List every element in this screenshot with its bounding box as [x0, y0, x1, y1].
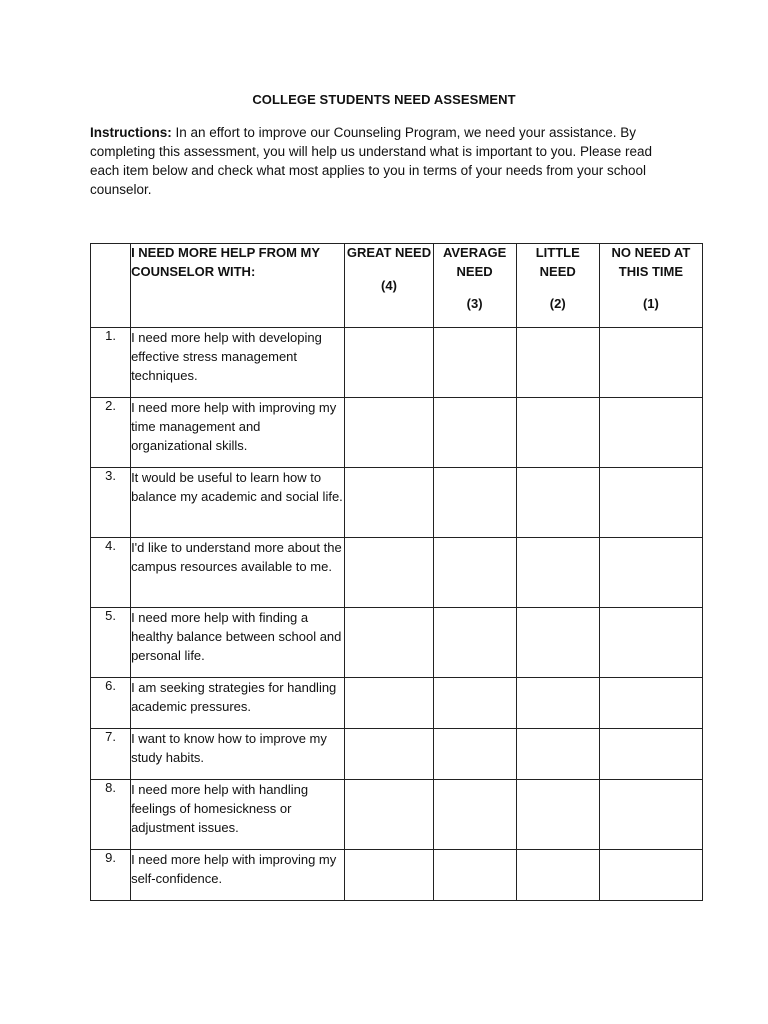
table-row — [91, 538, 703, 608]
great-need-cell[interactable] — [345, 398, 433, 468]
item-column-header: I NEED MORE HELP FROM MY COUNSELOR WITH: — [131, 244, 345, 328]
needs-assessment-table — [90, 243, 703, 901]
item-text: I'd like to understand more about the campus resources available to me. — [131, 538, 345, 608]
item-number: 1. — [91, 328, 131, 398]
great-need-cell[interactable] — [345, 729, 433, 780]
table-row — [91, 678, 703, 729]
average-need-cell[interactable] — [433, 468, 516, 538]
no-need-cell[interactable] — [599, 729, 702, 780]
table-header-row — [91, 244, 703, 328]
item-number: 2. — [91, 398, 131, 468]
great-need-cell[interactable] — [345, 328, 433, 398]
item-number: 9. — [91, 850, 131, 901]
item-number: 6. — [91, 678, 131, 729]
rating-header-no-need — [599, 244, 702, 328]
table-row — [91, 398, 703, 468]
great-need-cell[interactable] — [345, 608, 433, 678]
page-title: COLLEGE STUDENTS NEED ASSESMENT — [252, 92, 516, 107]
great-need-cell[interactable] — [345, 678, 433, 729]
item-text: I need more help with improving my time management and organizational skills. — [131, 398, 345, 468]
rating-label: AVERAGE NEED — [442, 245, 507, 279]
item-number: 8. — [91, 780, 131, 850]
great-need-cell[interactable] — [345, 780, 433, 850]
no-need-cell[interactable] — [599, 678, 702, 729]
instructions-paragraph — [90, 123, 680, 199]
little-need-cell[interactable] — [516, 398, 599, 468]
instructions-label: Instructions: — [90, 125, 172, 140]
item-text: It would be useful to learn how to balance my academic and social life. — [131, 468, 345, 538]
no-need-cell[interactable] — [599, 468, 702, 538]
rating-label: LITTLE NEED — [535, 245, 580, 279]
item-number: 4. — [91, 538, 131, 608]
average-need-cell[interactable] — [433, 608, 516, 678]
little-need-cell[interactable] — [516, 678, 599, 729]
little-need-cell[interactable] — [516, 780, 599, 850]
rating-label: NO NEED AT THIS TIME — [611, 245, 691, 279]
average-need-cell[interactable] — [433, 729, 516, 780]
rating-value: (1) — [642, 296, 659, 311]
item-text: I need more help with finding a healthy balance between school and personal life. — [131, 608, 345, 678]
item-number: 5. — [91, 608, 131, 678]
table-row — [91, 729, 703, 780]
no-need-cell[interactable] — [599, 780, 702, 850]
little-need-cell[interactable] — [516, 729, 599, 780]
rating-value: (3) — [466, 296, 483, 311]
average-need-cell[interactable] — [433, 678, 516, 729]
item-number: 3. — [91, 468, 131, 538]
number-column-header — [91, 244, 131, 328]
no-need-cell[interactable] — [599, 398, 702, 468]
no-need-cell[interactable] — [599, 538, 702, 608]
great-need-cell[interactable] — [345, 850, 433, 901]
item-text: I am seeking strategies for handling academic pressures. — [131, 678, 345, 729]
item-number: 7. — [91, 729, 131, 780]
rating-header-average-need — [433, 244, 516, 328]
rating-header-little-need — [516, 244, 599, 328]
item-text: I need more help with improving my self-confidence. — [131, 850, 345, 901]
item-text: I need more help with handling feelings of homesickness or adjustment issues. — [131, 780, 345, 850]
average-need-cell[interactable] — [433, 398, 516, 468]
rating-value: (4) — [381, 277, 397, 293]
great-need-cell[interactable] — [345, 468, 433, 538]
little-need-cell[interactable] — [516, 850, 599, 901]
no-need-cell[interactable] — [599, 850, 702, 901]
little-need-cell[interactable] — [516, 608, 599, 678]
instructions-text: In an effort to improve our Counseling Program, we need your assistance. By completing this assessment, you will help us understand what is important to you. Please read each item below and check what most applies to you in terms of your needs from your school counselor. — [90, 125, 653, 197]
rating-header-great-need — [345, 244, 433, 328]
item-text: I want to know how to improve my study habits. — [131, 729, 345, 780]
rating-value: (2) — [549, 296, 566, 311]
average-need-cell[interactable] — [433, 850, 516, 901]
average-need-cell[interactable] — [433, 538, 516, 608]
no-need-cell[interactable] — [599, 328, 702, 398]
table-row — [91, 608, 703, 678]
great-need-cell[interactable] — [345, 538, 433, 608]
little-need-cell[interactable] — [516, 538, 599, 608]
little-need-cell[interactable] — [516, 468, 599, 538]
no-need-cell[interactable] — [599, 608, 702, 678]
table-row — [91, 468, 703, 538]
table-row — [91, 328, 703, 398]
little-need-cell[interactable] — [516, 328, 599, 398]
rating-label: GREAT NEED — [346, 245, 432, 260]
item-text: I need more help with developing effective stress management techniques. — [131, 328, 345, 398]
average-need-cell[interactable] — [433, 328, 516, 398]
average-need-cell[interactable] — [433, 780, 516, 850]
table-row — [91, 850, 703, 901]
table-row — [91, 780, 703, 850]
